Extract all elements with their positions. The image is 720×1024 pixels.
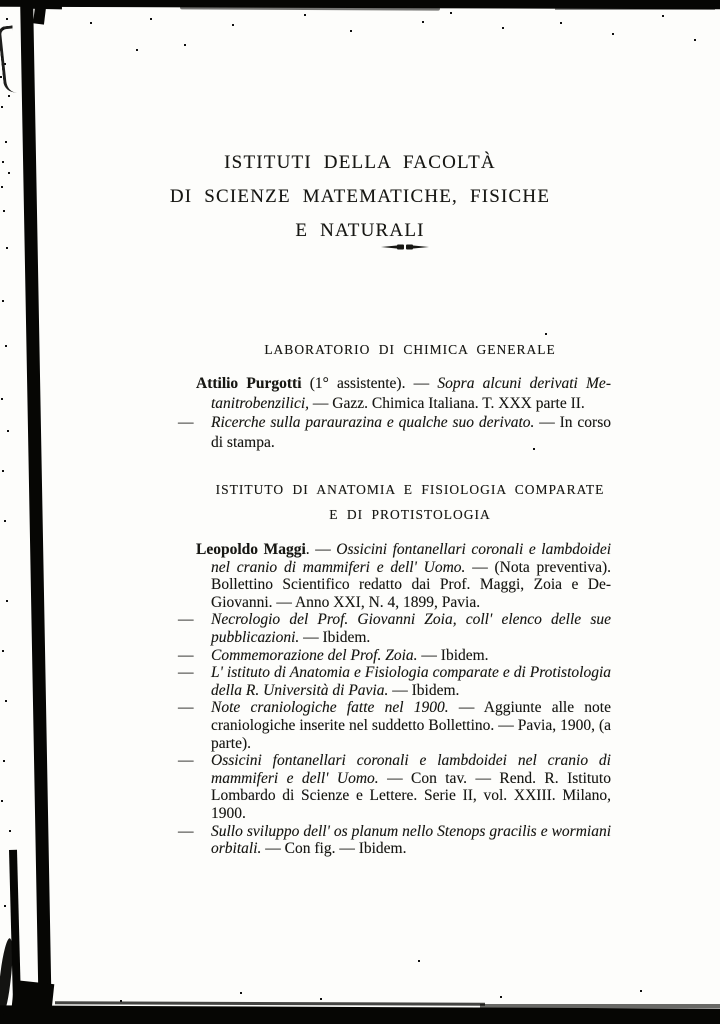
entry-dash: — [178,414,194,431]
title-line-3: E NATURALI [295,220,425,241]
bibliography-entry [178,374,611,413]
entry-text-segment: — (Nota preventiva). Bollettino Scientifico redatto dai Prof. Maggi, Zoia e De-Giovanni. — Anno XXI, N. 4, 1899, Pavia. [211,558,611,611]
entry-text-segment: — Gazz. Chimica Italiana. T. XXX parte II. [309,394,585,412]
bibliography-entry [178,752,611,822]
entry-dash: — [178,822,194,840]
entry-text-segment: — Con tav. — Rend. R. Istituto Lombardo di Scienze e Lettere. Serie II, vol. XXIII. Milano, 1900. [211,769,611,822]
scan-artifact-binding-bar [20,0,52,1024]
entry-text-segment: — Ibidem. [388,681,460,699]
entry-text-segment: Attilio Purgotti [196,375,302,392]
entry-text-segment: Necrologio del Prof. Giovanni Zoia, coll' elenco delle sue pubblicazioni. [211,611,611,646]
scan-noise-speckles [0,0,2,2]
bibliography-entry [178,699,611,752]
entry-text-segment: L' istituto di Anatomia e Fisiologia comparate e di Protistologia della R. Università di Pavia. [211,664,611,699]
scan-artifact-bottom-edge-smudge [480,1004,720,1008]
entry-text-segment: — Aggiunte alle note craniologiche inserite nel suddetto Bollettino. — Pavia, 1900, (a parte). [211,699,611,752]
entry-text-segment: Leopoldo Maggi [196,541,306,558]
entry-text-segment: Sullo sviluppo dell' os planum nello Stenops gracilis e wormiani orbitali. [211,822,611,858]
scan-artifact-margin-mark [0,25,19,93]
entry-text-segment: Commemorazione del Prof. Zoia. [211,646,418,664]
section-heading-line: LABORATORIO DI CHIMICA GENERALE [264,342,556,357]
entry-dash: — [178,664,194,682]
entry-text-segment: — Ibidem. [417,646,489,664]
bibliography-entry [178,664,611,699]
bibliography-entries-anatomia [178,541,611,858]
entry-text-segment: Ossicini fontanellari coronali e lambdoidei nel cranio di mammiferi e dell' Uomo. [211,541,612,576]
entry-text-segment: — Con fig. — Ibidem. [261,840,407,858]
bibliography-entries-chimica [178,374,611,452]
section-heading-istituto-anatomia [185,477,635,527]
bibliography-entry [178,541,611,611]
entry-text-segment: Sopra alcuni derivati Metanitrobenzilici, [211,375,611,412]
entry-text-segment: Ossicini fontanellari coronali e lambdoidei nel cranio di mammiferi e dell' Uomo. [211,752,611,787]
bibliography-entry [178,611,611,646]
scan-artifact-top-edge-smudge [555,7,715,10]
scan-artifact-corner-mark [33,6,46,24]
scan-artifact-corner-blob [10,980,55,1024]
entry-text-segment: Note craniologiche fatte nel 1900. [211,699,449,717]
section-heading-line: ISTITUTO DI ANATOMIA E FISIOLOGIA COMPARATE [215,482,605,497]
entry-dash: — [178,699,194,717]
title-line-1: ISTITUTI DELLA FACOLTÀ [224,152,496,173]
bibliography-entry [178,647,611,665]
section-heading-line: E DI PROTISTOLOGIA [329,507,491,522]
entry-dash: — [178,646,194,664]
title-line-2: DI SCIENZE MATEMATICHE, FISICHE [169,186,551,207]
entry-text-segment: (1° assistente). — [301,375,438,392]
scan-artifact-top-edge-smudge [180,5,440,10]
entry-dash: — [178,752,194,770]
scan-artifact-bottom-edge [0,1005,720,1024]
bibliography-entry [178,413,611,452]
entry-text-segment: . — [305,541,337,558]
entry-text-segment: — Ibidem. [299,628,371,646]
bibliography-entry [178,823,611,858]
entry-text-segment: Ricerche sulla paraurazina e qualche suo derivato. [211,414,535,431]
section-divider-ornament [381,243,429,251]
section-heading-laboratorio-chimica [185,337,635,362]
page-title [110,146,610,248]
entry-dash: — [178,611,194,629]
entry-text-segment: — In corso di stampa. [211,414,611,451]
